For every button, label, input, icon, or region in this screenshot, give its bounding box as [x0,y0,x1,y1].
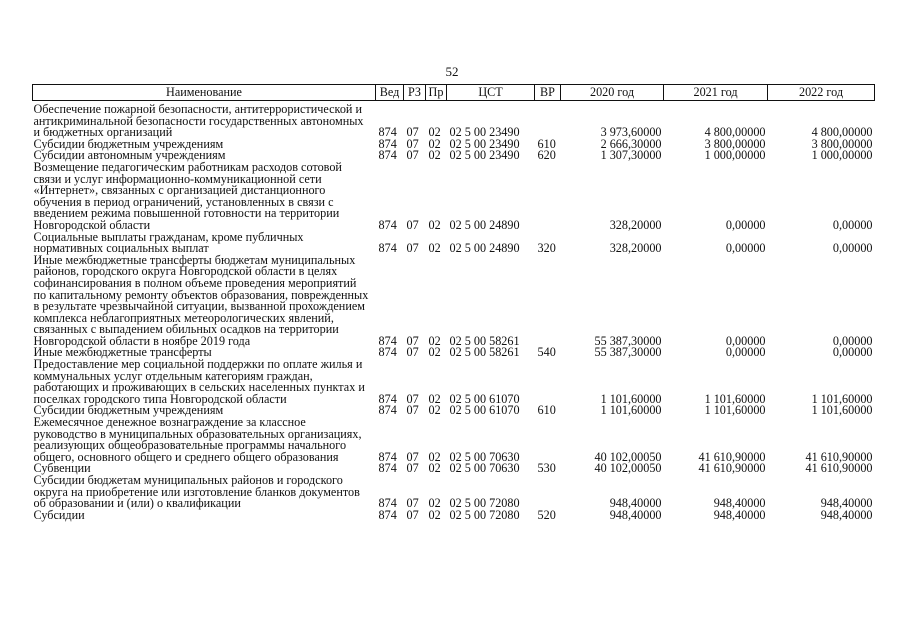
row-2020-cell: 1 307,30000 [600,148,662,163]
row-ved-cell: 874 [378,333,397,348]
row-pr-cell: 02 [428,241,441,256]
row-2020-cell: 948,40000 [609,496,662,511]
row-2022-cell: 1 000,00000 [811,148,873,163]
row-2022-cell: 948,40000 [820,507,873,522]
row-name-cell: Субсидии бюджетным учреждениям [33,403,224,418]
row-name-cell: Социальные выплаты гражданам, кроме публичных нормативных социальных выплат [33,229,304,256]
row-2021-cell: 41 610,90000 [698,449,766,464]
row-name-cell: Субсидии бюджетным учреждениям [33,136,224,151]
header-vr: ВР [535,85,561,101]
header-2020: 2020 год [561,85,664,101]
header-rz: РЗ [404,85,426,101]
row-ved-cell: 874 [378,136,397,151]
row-name-cell: Возмещение педагогическим работникам расходов сотовой связи и услуг информационно-коммуникационной сети «Интернет», связанных с организацией дистанционного обучения в период ограничений, установленных в связи с введением режима повышенной готовности на территории Новгородской области [33,159,342,232]
header-name: Наименование [33,85,376,101]
row-pr-cell: 02 [428,449,441,464]
table-row [33,359,875,405]
row-ved-cell: 874 [378,403,397,418]
row-vr-cell [535,417,561,463]
table-row [33,255,875,348]
row-2022-cell: 1 101,60000 [811,403,873,418]
row-2021-cell: 0,00000 [725,345,766,360]
table-body [33,101,875,522]
row-vr-cell: 530 [537,461,556,476]
page-number: 52 [445,64,459,79]
row-rz-cell: 07 [406,461,419,476]
table-row [33,101,875,139]
row-vr-cell: 610 [537,136,556,151]
row-rz-cell: 07 [406,345,419,360]
row-name-cell: Обеспечение пожарной безопасности, антитеррористической и антикриминальной безопасности государственных автономных и бюджетных организаций [33,102,364,140]
table-row [33,510,875,522]
row-vr-cell: 620 [537,148,556,163]
row-2022-cell: 41 610,90000 [805,449,873,464]
row-2022-cell: 0,00000 [832,241,873,256]
row-pr-cell: 02 [428,461,441,476]
row-ved-cell: 874 [378,345,397,360]
row-2022-cell: 4 800,00000 [811,125,873,140]
row-name-cell: Субсидии автономным учреждениям [33,148,226,163]
row-cst-cell: 02 5 00 58261 [449,345,520,360]
row-2021-cell: 948,40000 [713,496,766,511]
row-rz-cell: 07 [406,217,419,232]
row-cst-cell: 02 5 00 58261 [449,333,520,348]
table-header [33,85,875,101]
row-name-cell: Предоставление мер социальной поддержки по оплате жилья и коммунальных услуг отдельным категориям граждан, работающих и проживающих в сельских населенных пунктах и поселках городского типа Новгородской области [33,357,365,406]
row-rz-cell: 07 [406,449,419,464]
row-vr-cell: 540 [537,345,556,360]
row-2021-cell: 3 800,00000 [704,136,766,151]
table-row [33,232,875,255]
table-row [33,162,875,232]
row-ved-cell: 874 [378,507,397,522]
row-ved-cell: 874 [378,125,397,140]
row-ved-cell: 874 [378,449,397,464]
row-pr-cell: 02 [428,507,441,522]
header-pr: Пр [426,85,447,101]
row-ved-cell: 874 [378,148,397,163]
row-pr-cell: 02 [428,148,441,163]
row-pr-cell: 02 [428,403,441,418]
row-ved-cell: 874 [378,496,397,511]
row-2021-cell: 1 101,60000 [704,403,766,418]
row-2022-cell: 0,00000 [832,217,873,232]
row-2021-cell: 948,40000 [713,507,766,522]
row-2020-cell: 2 666,30000 [600,136,662,151]
row-rz-cell: 07 [406,507,419,522]
row-name-cell: Субвенции [33,461,91,476]
row-vr-cell [535,359,561,405]
row-rz-cell: 07 [406,136,419,151]
header-2022: 2022 год [768,85,875,101]
row-cst-cell: 02 5 00 24890 [449,217,520,232]
row-2022-cell: 0,00000 [832,345,873,360]
row-cst-cell: 02 5 00 23490 [449,148,520,163]
row-cst-cell: 02 5 00 61070 [449,391,520,406]
row-ved-cell: 874 [378,217,397,232]
row-cst-cell: 02 5 00 23490 [449,125,520,140]
header-2021: 2021 год [664,85,768,101]
row-cst-cell: 02 5 00 70630 [449,449,520,464]
row-cst-cell: 02 5 00 24890 [449,241,520,256]
row-2022-cell: 3 800,00000 [811,136,873,151]
row-2021-cell: 4 800,00000 [704,125,766,140]
row-vr-cell: 610 [537,403,556,418]
row-vr-cell [535,101,561,139]
row-cst-cell: 02 5 00 23490 [449,136,520,151]
row-rz-cell: 07 [406,148,419,163]
row-vr-cell [535,255,561,348]
row-2021-cell: 0,00000 [725,217,766,232]
row-2020-cell: 40 102,00050 [594,461,662,476]
row-vr-cell: 520 [537,507,556,522]
row-pr-cell: 02 [428,345,441,360]
row-pr-cell: 02 [428,125,441,140]
row-2020-cell: 40 102,00050 [594,449,662,464]
row-ved-cell: 874 [378,391,397,406]
row-rz-cell: 07 [406,333,419,348]
row-pr-cell: 02 [428,217,441,232]
row-cst-cell: 02 5 00 72080 [449,507,520,522]
table-row [33,417,875,463]
row-name-cell: Субсидии бюджетам муниципальных районов и городского округа на приобретение или изготовление бланков документов об образовании и (или) о квалификации [33,473,360,511]
row-2020-cell: 1 101,60000 [600,403,662,418]
row-2022-cell: 948,40000 [820,496,873,511]
row-2021-cell: 1 000,00000 [704,148,766,163]
row-pr-cell: 02 [428,136,441,151]
row-name-cell: Иные межбюджетные трансферты бюджетам муниципальных районов, городского округа Новгородской области в целях софинансирования в полном объеме проведения мероприятий по капитальному ремонту объектов образования, поврежденных в результате чрезвычайной ситуации, вызванной прохождением комплекса неблагоприятных метеорологических явлений, связанных с выпадением обильных осадков на территории Новгородской области в ноябре 2019 года [33,252,369,348]
row-2020-cell: 948,40000 [609,507,662,522]
row-rz-cell: 07 [406,403,419,418]
row-cst-cell: 02 5 00 61070 [449,403,520,418]
budget-table [32,84,875,521]
row-2021-cell: 0,00000 [725,333,766,348]
row-2020-cell: 1 101,60000 [600,391,662,406]
row-name-cell: Иные межбюджетные трансферты [33,345,212,360]
row-2020-cell: 328,20000 [609,217,662,232]
row-name-cell: Субсидии [33,507,85,522]
row-2022-cell: 1 101,60000 [811,391,873,406]
table-row [33,475,875,510]
row-2021-cell: 0,00000 [725,241,766,256]
row-pr-cell: 02 [428,391,441,406]
row-2020-cell: 55 387,30000 [594,333,662,348]
row-2022-cell: 41 610,90000 [805,461,873,476]
row-ved-cell: 874 [378,241,397,256]
row-vr-cell [535,162,561,232]
header-ved: Вед [376,85,404,101]
row-pr-cell: 02 [428,496,441,511]
row-2021-cell: 41 610,90000 [698,461,766,476]
row-2020-cell: 55 387,30000 [594,345,662,360]
row-2020-cell: 3 973,60000 [600,125,662,140]
row-rz-cell: 07 [406,391,419,406]
row-ved-cell: 874 [378,461,397,476]
row-vr-cell [535,475,561,510]
row-cst-cell: 02 5 00 72080 [449,496,520,511]
row-2022-cell: 0,00000 [832,333,873,348]
row-rz-cell: 07 [406,125,419,140]
row-cst-cell: 02 5 00 70630 [449,461,520,476]
row-rz-cell: 07 [406,496,419,511]
row-vr-cell: 320 [537,241,556,256]
row-rz-cell: 07 [406,241,419,256]
row-pr-cell: 02 [428,333,441,348]
row-2021-cell: 1 101,60000 [704,391,766,406]
row-name-cell: Ежемесячное денежное вознаграждение за классное руководство в муниципальных образовательных организациях, реализующих общеобразовательные программы начального общего, основного общего и среднего общего образования [33,415,362,464]
header-cst: ЦСТ [447,85,535,101]
row-2020-cell: 328,20000 [609,241,662,256]
